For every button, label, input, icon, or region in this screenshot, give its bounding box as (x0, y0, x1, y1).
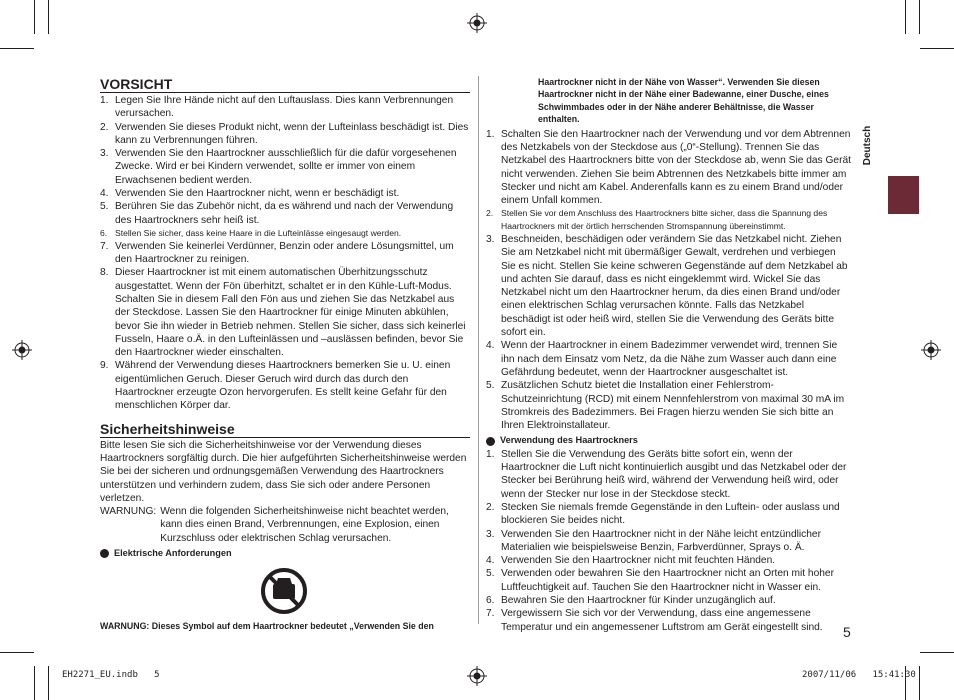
crop-mark (920, 48, 954, 49)
safety-intro: Bitte lesen Sie sich die Sicherheitshinweise vor der Verwendung dieses Haartrockners sorgfältig durch. Die hier aufgeführten Sicherheitshinweise werden Sie bei der sicheren und ordnungsgemäßen Verwendung des Haartrockners unterstützen und verhindern zudem, dass Sie sich oder andere Personen verletzen. (100, 439, 467, 504)
item-text: Verwenden Sie den Haartrockner nicht mit feuchten Händen. (501, 555, 776, 567)
list-item (100, 121, 470, 148)
item-text: Schalten Sie den Haartrockner nach der Verwendung und vor dem Abtrennen des Netzkabels von der Steckdose aus („0“-Stellung). Trennen Sie das Netzkabel des Haartrockners bitte von der Steckdose ab, wenn Sie das Gerät nicht verwenden. Ziehen Sie beim Abtrennen des Netzkabels bitte immer am Stecker und nicht am Kabel. Anderenfalls kann es zu einem Brand und/oder einem Unfall kommen. (501, 128, 851, 207)
safety-title: Sicherheitshinweise (100, 421, 470, 438)
language-label: Deutsch (862, 125, 874, 166)
bullet-dot-icon (486, 437, 495, 446)
symbol-caption: WARNUNG: Dieses Symbol auf dem Haartrockner bedeutet „Verwenden Sie den (100, 621, 434, 632)
left-column (100, 76, 470, 632)
item-number: 2. (486, 208, 494, 219)
list-item (100, 187, 470, 200)
language-tab (888, 176, 919, 214)
item-text: Berühren Sie das Zubehör nicht, da es während und nach der Verwendung des Haartrockners sehr heiß ist. (115, 201, 454, 226)
crop-mark (920, 652, 954, 653)
list-item (486, 501, 852, 528)
item-number: 3. (486, 528, 495, 540)
item-number: 6. (100, 227, 108, 238)
item-text: Bewahren Sie den Haartrockner für Kinder unzugänglich auf. (501, 595, 776, 607)
right-column (486, 76, 852, 634)
crop-mark (34, 0, 35, 34)
item-number: 4. (100, 188, 109, 200)
item-text: Zusätzlichen Schutz bietet die Installation einer Fehlerstrom-Schutzeinrichtung (RCD) mit einem Nennfehlerstrom von maximal 30 mA im Stromkreis des Badezimmers. Bei Fragen hierzu wenden Sie sich bitte an Ihren Elektroinstallateur. (501, 380, 845, 432)
crop-mark (0, 652, 34, 653)
list-item (486, 379, 852, 432)
item-text: Stellen Sie sicher, dass keine Haare in die Lufteinlässe eingesaugt werden. (115, 227, 402, 238)
usage-heading: Verwendung des Haartrockners (500, 435, 638, 446)
list-item (486, 233, 852, 339)
warning-label: WARNUNG: (100, 506, 157, 518)
item-text: Verwenden Sie keinerlei Verdünner, Benzin oder andere Lösungsmittel, um den Haartrockner zu reinigen. (115, 240, 454, 266)
item-number: 5. (100, 201, 109, 213)
symbol-area (100, 564, 470, 620)
list-item (100, 147, 470, 187)
registration-mark-icon (921, 340, 941, 360)
list-item (486, 528, 852, 555)
list-item (486, 567, 852, 594)
crop-mark (48, 0, 49, 34)
item-number: 7. (100, 240, 109, 252)
list-item (100, 240, 470, 267)
footer-file: EH2271_EU.indb 5 (62, 670, 160, 680)
registration-mark-icon (467, 666, 487, 686)
usage-list (486, 448, 852, 634)
item-number: 4. (486, 340, 495, 352)
no-water-symbol-icon (259, 566, 309, 616)
usage-heading-row (486, 434, 852, 447)
item-text: Während der Verwendung dieses Haartrockners bemerken Sie u. U. einen eigentümlichen Geruch. Dieser Geruch wird durch das durch den Haartrockner erzeugte Ozon hervorgerufen. Es stellt keine Gefahr für den menschlichen Körper dar. (115, 360, 451, 412)
vorsicht-list (100, 94, 470, 413)
item-number: 9. (100, 360, 109, 372)
item-number: 1. (486, 448, 495, 460)
elec-heading-row (100, 547, 470, 560)
list-item (100, 94, 470, 121)
crop-mark (48, 666, 49, 700)
item-text: Verwenden oder bewahren Sie den Haartrockner nicht an Orten mit hoher Luftfeuchtigkeit auf. Tauchen Sie den Haartrockner nicht in Wasser ein. (501, 568, 834, 593)
item-text: Dieser Haartrockner ist mit einem automatischen Überhitzungsschutz ausgestattet. Wenn der Fön überhitzt, schaltet er in den Kühle-Luft-Modus. Schalten Sie in diesem Fall den Fön aus und ziehen Sie das Netzkabel aus der Steckdose. Lassen Sie den Haartrockner für einige Minuten abkühlen, bevor Sie ihn wieder in Betrieb nehmen. Stellen Sie sicher, dass sich keinerlei Fusseln, Haare o.Ä. in den Lufteinlässen und –auslässen befinden, bevor Sie den Haartrockner wieder einschalten. (115, 267, 466, 359)
crop-mark (34, 666, 35, 700)
list-item (486, 554, 852, 567)
item-text: Legen Sie Ihre Hände nicht auf den Luftauslass. Dies kann Verbrennungen verursachen. (115, 95, 454, 120)
vorsicht-title: VORSICHT (100, 76, 470, 93)
list-item (100, 359, 470, 412)
item-number: 5. (486, 380, 495, 392)
column-divider (478, 76, 479, 624)
item-number: 7. (486, 608, 495, 620)
bullet-dot-icon (100, 549, 109, 558)
item-number: 1. (100, 95, 109, 106)
item-text: Verwenden Sie dieses Produkt nicht, wenn der Lufteinlass beschädigt ist. Dies kann zu Verbrennungen führen. (115, 121, 469, 146)
item-number: 3. (486, 234, 495, 245)
item-text: Stellen Sie vor dem Anschluss des Haartrockners bitte sicher, dass die Spannung des Haartrockners mit der örtlich herrschenden Stromspannung übereinstimmt. (501, 208, 828, 232)
item-text: Verwenden Sie den Haartrockner nicht, wenn er beschädigt ist. (115, 188, 400, 200)
list-item (486, 128, 852, 208)
item-text: Verwenden Sie den Haartrockner ausschließlich für die dafür vorgesehenen Zwecke. Wird er bei Kindern verwendet, sollte er immer von einem Erwachsenen bedient werden. (115, 148, 457, 186)
item-text: Vergewissern Sie sich vor der Verwendung, dass eine angemessene Temperatur und ein angemessener Luftstrom am Gerät eingestellt sind. (501, 608, 823, 633)
crop-mark (905, 0, 906, 34)
symbol-caption-continued: Haartrockner nicht in der Nähe von Wasser“. Verwenden Sie diesen Haartrockner nicht in der Nähe einer Badewanne, einer Dusche, eines Schwimmbades oder in der Nähe anderer Behältnisse, die Wasser enthalten. (538, 77, 829, 125)
list-item (486, 339, 852, 379)
list-item (100, 266, 470, 359)
warning-text: Wenn die folgenden Sicherheitshinweise nicht beachtet werden, kann dies einen Brand, Verbrennungen, eine Explosion, einen Kurzschluss oder elektrischen Schlag verursachen. (160, 506, 449, 544)
list-item (486, 448, 852, 501)
crop-mark (919, 0, 920, 34)
item-text: Stecken Sie niemals fremde Gegenstände in den Luftein- oder auslass und blockieren Sie beides nicht. (501, 501, 840, 527)
item-number: 5. (486, 568, 495, 580)
item-number: 2. (100, 121, 109, 133)
crop-mark (919, 666, 920, 700)
item-number: 6. (486, 595, 495, 607)
list-item (486, 607, 852, 634)
list-item (486, 594, 852, 607)
registration-mark-icon (12, 340, 32, 360)
list-item (100, 227, 470, 240)
electrical-list (486, 128, 852, 433)
item-number: 8. (100, 267, 109, 279)
item-text: Beschneiden, beschädigen oder verändern Sie das Netzkabel nicht. Ziehen Sie am Netzkabel nicht mit übermäßiger Gewalt, verdrehen und verbiegen Sie es nicht. Stellen Sie keine schweren Gegenstände auf dem Netzkabel ab und achten Sie darauf, dass es nicht eingeklemmt wird. Wickel Sie das Netzkabel nicht um den Haartrockner herum, da dies einen Brand und/oder einen elektrischen Schlag verursachen könnte. Falls das Netzkabel beschädigt ist oder heiß wird, stellen Sie die Verwendung des Geräts bitte sofort ein. (501, 234, 848, 339)
item-number: 2. (486, 501, 495, 513)
item-text: Wenn der Haartrockner in einem Badezimmer verwendet wird, trennen Sie ihn nach dem Einsatz vom Netz, da die Nähe zum Wasser auch dann eine Gefährdung bedeutet, wenn der Haartrockner ausgeschaltet ist. (501, 340, 838, 378)
item-text: Stellen Sie die Verwendung des Geräts bitte sofort ein, wenn der Haartrockner die Luft nicht kontinuierlich ausgibt und das Netzkabel oder der Stecker bei Berührung heiß wird, während der Verwendung heiß wird, oder wenn der Stecker nur lose in der Steckdose steckt. (501, 448, 847, 500)
item-number: 4. (486, 555, 495, 567)
warning-block (100, 505, 470, 545)
item-text: Verwenden Sie den Haartrockner nicht in der Nähe leicht entzündlicher Materialien wie beispielsweise Benzin, Farbverdünner, Sprays o. Ä. (501, 528, 821, 553)
elec-heading: Elektrische Anforderungen (114, 548, 232, 558)
crop-mark (0, 48, 34, 49)
page-number: 5 (843, 624, 851, 640)
footer-date: 2007/11/06 15:41:30 (802, 670, 916, 680)
list-item (486, 207, 852, 233)
item-number: 3. (100, 148, 109, 160)
registration-mark-icon (467, 13, 487, 33)
item-number: 1. (486, 128, 495, 140)
list-item (100, 200, 470, 227)
